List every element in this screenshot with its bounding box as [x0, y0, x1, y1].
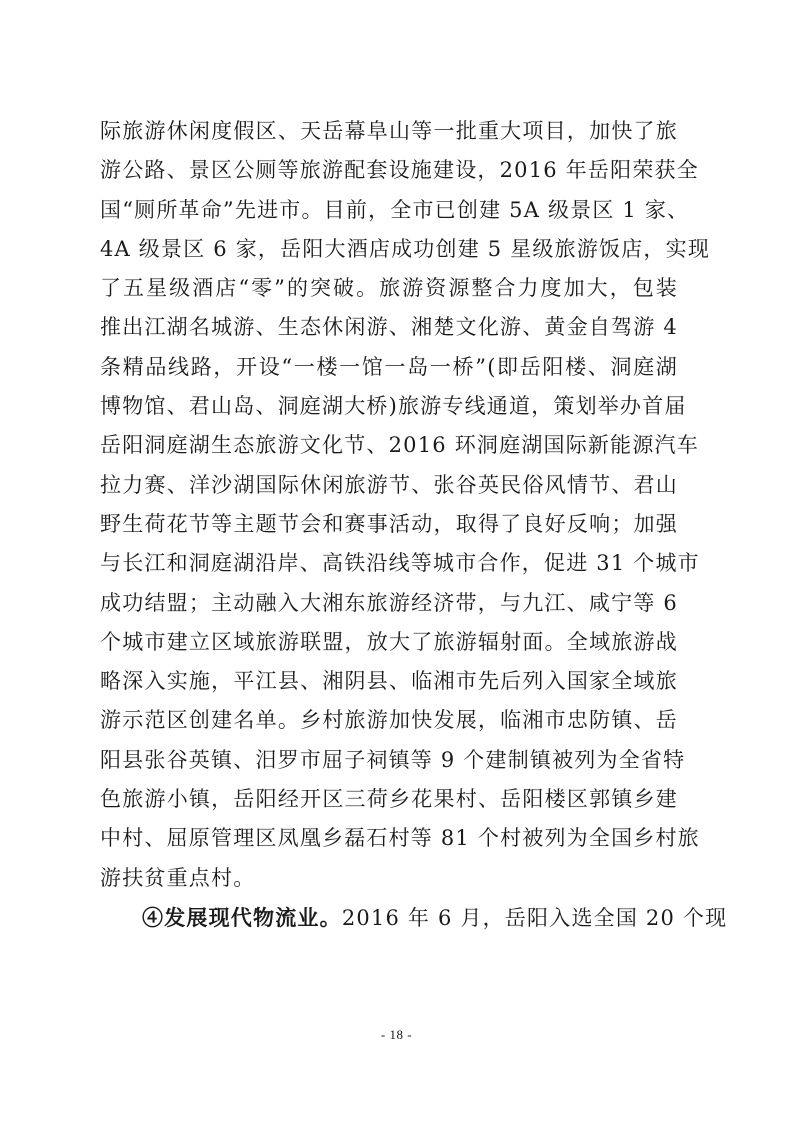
text-line: 色旅游小镇，岳阳经开区三荷乡花果村、岳阳楼区郭镇乡建: [100, 787, 678, 812]
text-line: 推出江湖名城游、生态休闲游、湘楚文化游、黄金自驾游 4: [100, 315, 678, 340]
text-line: 个城市建立区域旅游联盟，放大了旅游辐射面。全域旅游战: [100, 629, 678, 654]
text-line: 略深入实施，平江县、湘阴县、临湘市先后列入国家全域旅: [100, 669, 678, 694]
text-line: 阳县张谷英镇、汨罗市屈子祠镇等 9 个建制镇被列为全省特: [100, 747, 686, 772]
section-heading: ④发展现代物流业。: [142, 904, 342, 930]
text-line: 际旅游休闲度假区、天岳幕阜山等一批重大项目，加快了旅: [100, 119, 678, 143]
paragraph-2-text: 2016 年 6 月，岳阳入选全国 20 个现: [341, 905, 728, 930]
text-line: 条精品线路，开设“一楼一馆一岛一桥”(即岳阳楼、洞庭湖: [100, 354, 678, 379]
text-line: 游扶贫重点村。: [100, 865, 256, 890]
page-number: - 18 -: [380, 1027, 413, 1042]
text-line: 4A 级景区 6 家，岳阳大酒店成功创建 5 星级旅游饭店，实现: [100, 236, 711, 261]
text-line: 游示范区创建名单。乡村旅游加快发展，临湘市忠防镇、岳: [100, 708, 678, 733]
body-text: [100, 112, 728, 937]
text-line: 岳阳洞庭湖生态旅游文化节、2016 环洞庭湖国际新能源汽车: [100, 433, 699, 458]
text-line: 中村、屈原管理区凤凰乡磊石村等 81 个村被列为全国乡村旅: [100, 826, 700, 851]
text-line: 博物馆、君山岛、洞庭湖大桥)旅游专线通道，策划举办首届: [100, 394, 687, 419]
text-line: 野生荷花节等主题节会和赛事活动，取得了良好反响；加强: [100, 511, 678, 536]
text-line: 国“厕所革命”先进市。目前，全市已创建 5A 级景区 1 家、: [100, 197, 690, 222]
paragraph-2-line: [100, 898, 728, 937]
text-line: 成功结盟；主动融入大湘东旅游经济带，与九江、咸宁等 6: [100, 590, 678, 615]
text-line: 与长江和洞庭湖沿岸、高铁沿线等城市合作，促进 31 个城市: [100, 551, 700, 576]
text-line: 拉力赛、洋沙湖国际休闲旅游节、张谷英民俗风情节、君山: [100, 472, 678, 497]
text-line: 了五星级酒店“零”的突破。旅游资源整合力度加大，包装: [100, 276, 678, 301]
text-line: 游公路、景区公厕等旅游配套设施建设，2016 年岳阳荣获全: [100, 158, 699, 183]
